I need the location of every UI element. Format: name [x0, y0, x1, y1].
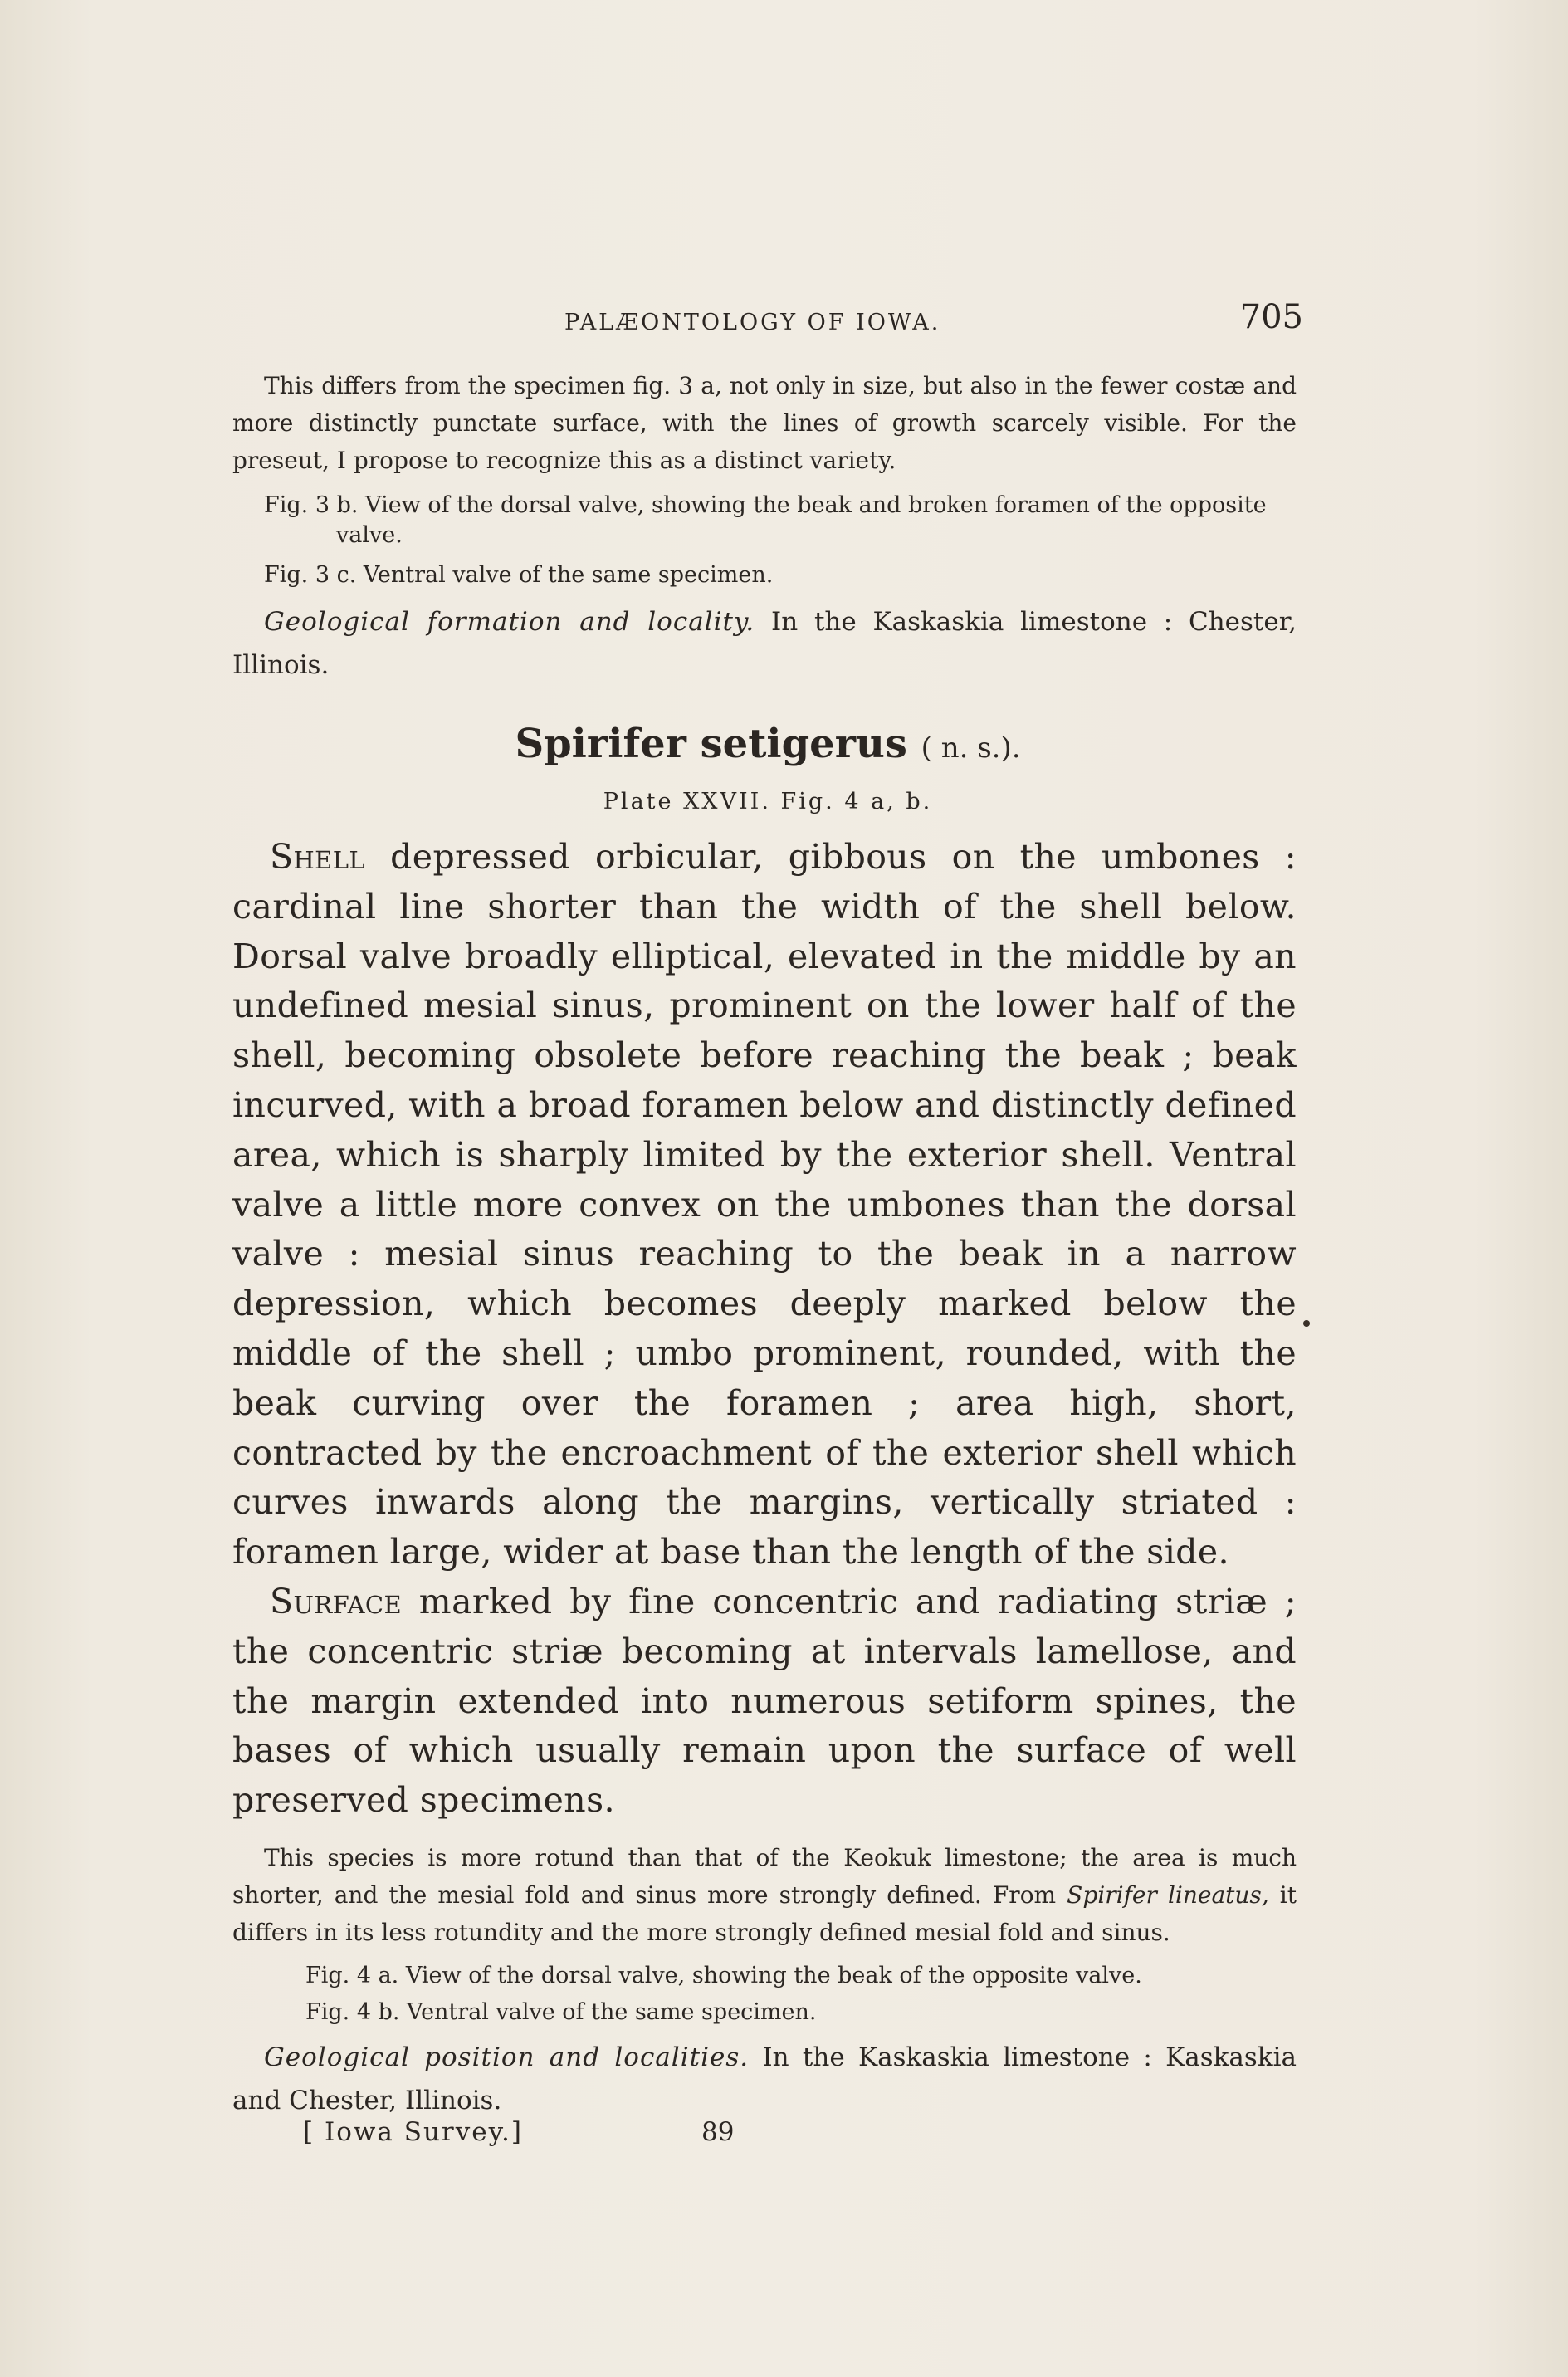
figure-caption-4b	[232, 1998, 1297, 2027]
geology-text-remarks: In the Kaskaskia limestone : Kaskaskia and Chester, Illinois.	[232, 2042, 1297, 2115]
figure-text-3b: View of the dorsal valve, showing the beak and broken foramen of the opposite valve.	[336, 492, 1267, 548]
shell-text: depressed orbicular, gibbous on the umbones : cardinal line shorter than the width of the shell below. Dorsal valve broadly elliptical, elevated in the middle by an undefined mesial sinus, prominent on the lower half of the shell, becoming obsolete before reaching the beak ; beak incurved, with a broad foramen below and distinctly defined area, which is sharply limited by the exterior shell. Ventral valve a little more convex on the umbones than the dorsal valve : mesial sinus reaching to the beak in a narrow depression, which becomes deeply marked below the middle of the shell ; umbo prominent, rounded, with the beak curving over the foramen ; area high, short, contracted by the encroachment of the exterior shell which curves inwards along the margins, vertically striated : foramen large, wider at base than the length of the side.	[232, 837, 1297, 1572]
figure-label-4b: Fig. 4 b.	[305, 1999, 400, 2025]
remarks-text-before: This species is more rotund than that of the Keokuk limestone; the area is much shorter, and the mesial fold and sinus more strongly defined. From	[232, 1844, 1297, 1909]
figure-text-4a: View of the dorsal valve, showing the beak of the opposite valve.	[405, 1963, 1142, 1988]
figure-label-3c: Fig. 3 c.	[264, 562, 357, 588]
signature-mark: [ Iowa Survey.]	[303, 2117, 523, 2147]
shell-label: Shell	[270, 837, 366, 877]
figure-label-3b: Fig. 3 b.	[264, 492, 359, 518]
species-title	[232, 721, 1303, 767]
page-number: 705	[1239, 298, 1303, 336]
remarks-text-after: it differs in its less rotundity and the more strongly defined mesial fold and sinus.	[232, 1881, 1297, 1946]
sheet-number: 89	[701, 2117, 735, 2147]
remarks-paragraph	[232, 1839, 1297, 1951]
figure-text-3c: Ventral valve of the same specimen.	[363, 562, 774, 588]
running-head: PALÆONTOLOGY OF IOWA.	[564, 310, 941, 335]
surface-text: marked by fine concentric and radiating striæ ; the concentric striæ becoming at intervals lamellose, and the margin extended into numerous setiform spines, the bases of which usually remain upon the surface of well preserved specimens.	[232, 1581, 1297, 1821]
geology-label: Geological formation and locality.	[264, 607, 755, 637]
geology-text: In the Kaskaskia limestone : Chester, Illinois.	[232, 607, 1297, 680]
remarks-geology	[232, 2036, 1297, 2122]
species-name: Spirifer setigerus	[515, 721, 907, 767]
intro-paragraph: This differs from the specimen fig. 3 a, not only in size, but also in the fewer costæ and more distinctly punctate surface, with the lines of growth scarcely visible. For the preseut, I propose to recognize this as a distinct variety.	[232, 372, 1297, 474]
description-section	[232, 833, 1297, 1826]
page-footer	[303, 2117, 801, 2159]
page-header	[232, 298, 1303, 353]
shell-description	[232, 833, 1297, 1577]
intro-geology	[232, 600, 1297, 687]
figure-text-4b: Ventral valve of the same specimen.	[407, 1999, 817, 2025]
remarks-section	[232, 1839, 1297, 2122]
species-status: ( n. s.).	[921, 731, 1021, 765]
remarks-species-ref: Spirifer lineatus,	[1067, 1881, 1269, 1909]
surface-description	[232, 1577, 1297, 1826]
figure-caption-3c	[232, 560, 1297, 590]
geology-label-remarks: Geological position and localities.	[264, 2042, 750, 2072]
figure-caption-4a	[232, 1961, 1297, 1991]
figure-caption-3b	[232, 491, 1297, 550]
ink-speck	[1303, 1320, 1310, 1327]
figure-label-4a: Fig. 4 a.	[305, 1963, 399, 1988]
surface-label: Surface	[270, 1581, 403, 1621]
intro-section	[232, 367, 1297, 687]
plate-reference: Plate XXVII. Fig. 4 a, b.	[603, 789, 933, 814]
